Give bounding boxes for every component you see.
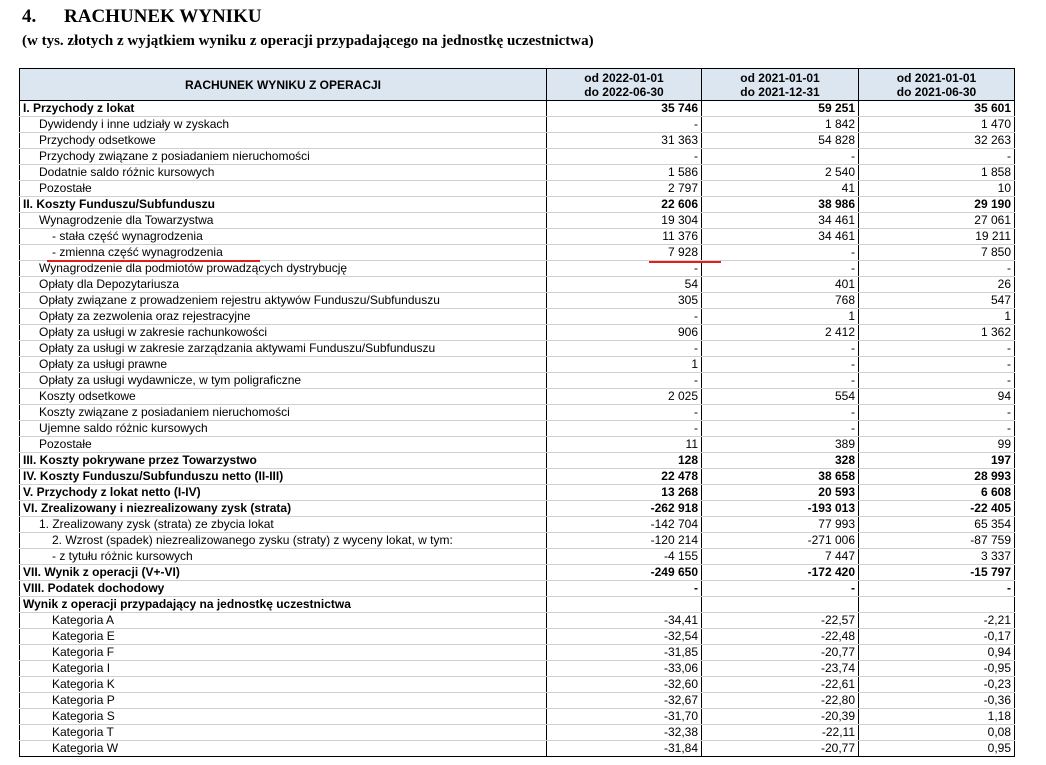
- row-value: 328: [702, 453, 859, 469]
- row-label: Wynik z operacji przypadający na jednostkę uczestnictwa: [20, 597, 547, 613]
- row-value: -: [859, 373, 1015, 389]
- row-value: -31,84: [547, 741, 702, 757]
- row-value: 19 304: [547, 213, 702, 229]
- row-value: 11: [547, 437, 702, 453]
- row-value: 11 376: [547, 229, 702, 245]
- row-value: -34,41: [547, 613, 702, 629]
- row-label: III. Koszty pokrywane przez Towarzystwo: [20, 453, 547, 469]
- row-value: 35 601: [859, 101, 1015, 117]
- row-value: 99: [859, 437, 1015, 453]
- row-label: - stała część wynagrodzenia: [20, 229, 547, 245]
- row-value: 1 362: [859, 325, 1015, 341]
- row-label: Opłaty za usługi wydawnicze, w tym poligraficzne: [20, 373, 547, 389]
- row-value: -: [859, 341, 1015, 357]
- row-label: Wynagrodzenie dla Towarzystwa: [20, 213, 547, 229]
- row-label: I. Przychody z lokat: [20, 101, 547, 117]
- row-label: Ujemne saldo różnic kursowych: [20, 421, 547, 437]
- table-row: [20, 197, 1015, 213]
- row-value: 128: [547, 453, 702, 469]
- row-label: Kategoria K: [20, 677, 547, 693]
- row-label: Opłaty związane z prowadzeniem rejestru aktywów Funduszu/Subfunduszu: [20, 293, 547, 309]
- row-label: V. Przychody z lokat netto (I-IV): [20, 485, 547, 501]
- table-row: [20, 693, 1015, 709]
- table-row: [20, 485, 1015, 501]
- section-subheading: (w tys. złotych z wyjątkiem wyniku z operacji przypadającego na jednostkę uczestnictwa): [22, 33, 594, 49]
- table-header-row: [20, 69, 1015, 101]
- income-statement-table: [19, 68, 1015, 757]
- row-label: Kategoria W: [20, 741, 547, 757]
- row-value: -2,21: [859, 613, 1015, 629]
- row-value: -: [547, 261, 702, 277]
- row-value: 1,18: [859, 709, 1015, 725]
- row-value: 2 412: [702, 325, 859, 341]
- row-value: 1 858: [859, 165, 1015, 181]
- row-value: 197: [859, 453, 1015, 469]
- row-value: 0,08: [859, 725, 1015, 741]
- row-value: -: [702, 421, 859, 437]
- table-row: [20, 549, 1015, 565]
- row-label: Kategoria E: [20, 629, 547, 645]
- row-value: -: [547, 117, 702, 133]
- row-value: 2 797: [547, 181, 702, 197]
- row-label: Opłaty za usługi w zakresie zarządzania aktywami Funduszu/Subfunduszu: [20, 341, 547, 357]
- row-label: Opłaty za zezwolenia oraz rejestracyjne: [20, 309, 547, 325]
- table-row: [20, 389, 1015, 405]
- table-row: [20, 357, 1015, 373]
- row-value: 20 593: [702, 485, 859, 501]
- row-value: 54 828: [702, 133, 859, 149]
- header-period-2021fy: [702, 69, 859, 101]
- row-value: 34 461: [702, 213, 859, 229]
- row-label: VI. Zrealizowany i niezrealizowany zysk (strata): [20, 501, 547, 517]
- row-value: -0,17: [859, 629, 1015, 645]
- row-value: 1: [702, 309, 859, 325]
- header-period-line: do 2021-06-30: [896, 84, 977, 99]
- header-period-line: do 2022-06-30: [584, 84, 664, 99]
- row-value: -172 420: [702, 565, 859, 581]
- table-row: [20, 309, 1015, 325]
- row-value: -193 013: [702, 501, 859, 517]
- table-row: [20, 293, 1015, 309]
- row-value: 28 993: [859, 469, 1015, 485]
- row-value: 2 025: [547, 389, 702, 405]
- row-value: -23,74: [702, 661, 859, 677]
- row-value: 22 606: [547, 197, 702, 213]
- table-row: [20, 581, 1015, 597]
- table-row: [20, 165, 1015, 181]
- row-label: Kategoria S: [20, 709, 547, 725]
- table-row: [20, 533, 1015, 549]
- row-value: -32,54: [547, 629, 702, 645]
- table-row: [20, 133, 1015, 149]
- row-value: 7 928: [547, 245, 702, 261]
- row-value: 906: [547, 325, 702, 341]
- row-label: VIII. Podatek dochodowy: [20, 581, 547, 597]
- row-value: 3 337: [859, 549, 1015, 565]
- row-label: Opłaty za usługi prawne: [20, 357, 547, 373]
- table-row: [20, 437, 1015, 453]
- row-value: -4 155: [547, 549, 702, 565]
- row-value: 54: [547, 277, 702, 293]
- row-value: -22,57: [702, 613, 859, 629]
- table-row: [20, 469, 1015, 485]
- row-label: Kategoria I: [20, 661, 547, 677]
- row-value: -15 797: [859, 565, 1015, 581]
- row-value: -22,48: [702, 629, 859, 645]
- row-value: -: [702, 245, 859, 261]
- header-period-line: od 2022-01-01: [584, 70, 664, 85]
- row-value: -120 214: [547, 533, 702, 549]
- row-value: -0,23: [859, 677, 1015, 693]
- row-label: Opłaty dla Depozytariusza: [20, 277, 547, 293]
- row-value: 29 190: [859, 197, 1015, 213]
- row-value: 0,94: [859, 645, 1015, 661]
- row-value: 7 850: [859, 245, 1015, 261]
- table-body: [20, 101, 1015, 757]
- row-value: -: [547, 149, 702, 165]
- row-value: -: [702, 149, 859, 165]
- table-row: [20, 501, 1015, 517]
- table-row: [20, 405, 1015, 421]
- header-period-2022h1: [547, 69, 702, 101]
- row-value: 31 363: [547, 133, 702, 149]
- table-row: [20, 661, 1015, 677]
- row-value: 41: [702, 181, 859, 197]
- row-value: 59 251: [702, 101, 859, 117]
- table-row: [20, 645, 1015, 661]
- row-value: -20,77: [702, 741, 859, 757]
- table-row: [20, 261, 1015, 277]
- row-value: -142 704: [547, 517, 702, 533]
- row-value: -: [547, 373, 702, 389]
- row-value: 38 658: [702, 469, 859, 485]
- row-value: 7 447: [702, 549, 859, 565]
- section-number: 4.: [22, 6, 37, 27]
- row-value: 65 354: [859, 517, 1015, 533]
- row-value: 305: [547, 293, 702, 309]
- row-value: -: [702, 405, 859, 421]
- row-value: -: [547, 309, 702, 325]
- row-value: -: [702, 261, 859, 277]
- row-value: 26: [859, 277, 1015, 293]
- row-value: 1 842: [702, 117, 859, 133]
- row-value: -33,06: [547, 661, 702, 677]
- table-row: [20, 229, 1015, 245]
- table-row: [20, 453, 1015, 469]
- row-value: 1 586: [547, 165, 702, 181]
- row-label: Kategoria F: [20, 645, 547, 661]
- row-label: Dywidendy i inne udziały w zyskach: [20, 117, 547, 133]
- table-row: [20, 613, 1015, 629]
- row-value: -271 006: [702, 533, 859, 549]
- row-value: 13 268: [547, 485, 702, 501]
- row-value: -: [702, 357, 859, 373]
- row-value: 94: [859, 389, 1015, 405]
- header-period-line: od 2021-01-01: [896, 70, 977, 85]
- row-label: - zmienna część wynagrodzenia: [20, 245, 547, 261]
- table-row: [20, 149, 1015, 165]
- row-label: Pozostałe: [20, 181, 547, 197]
- row-value: 401: [702, 277, 859, 293]
- header-period-line: do 2021-12-31: [740, 84, 820, 99]
- row-value: -22,61: [702, 677, 859, 693]
- row-value: 27 061: [859, 213, 1015, 229]
- table-row: [20, 101, 1015, 117]
- table-row: [20, 181, 1015, 197]
- row-value: -: [547, 421, 702, 437]
- table-row: [20, 597, 1015, 613]
- row-label: Kategoria P: [20, 693, 547, 709]
- row-label: IV. Koszty Funduszu/Subfunduszu netto (II-III): [20, 469, 547, 485]
- row-label: Koszty odsetkowe: [20, 389, 547, 405]
- row-label: Przychody związane z posiadaniem nieruchomości: [20, 149, 547, 165]
- table-row: [20, 277, 1015, 293]
- row-value: -32,38: [547, 725, 702, 741]
- row-value: 22 478: [547, 469, 702, 485]
- row-value: 1: [547, 357, 702, 373]
- row-label: VII. Wynik z operacji (V+-VI): [20, 565, 547, 581]
- row-value: 1 470: [859, 117, 1015, 133]
- table-row: [20, 213, 1015, 229]
- row-label: II. Koszty Funduszu/Subfunduszu: [20, 197, 547, 213]
- row-value: -: [547, 581, 702, 597]
- row-value: 389: [702, 437, 859, 453]
- row-label: Koszty związane z posiadaniem nieruchomości: [20, 405, 547, 421]
- table-row: [20, 117, 1015, 133]
- row-value: -: [702, 341, 859, 357]
- row-value: 10: [859, 181, 1015, 197]
- row-value: 77 993: [702, 517, 859, 533]
- row-value: 34 461: [702, 229, 859, 245]
- table-row: [20, 725, 1015, 741]
- red-underline-annotation-value: [649, 261, 721, 263]
- row-value: 38 986: [702, 197, 859, 213]
- row-value: 1: [859, 309, 1015, 325]
- row-value: -31,85: [547, 645, 702, 661]
- row-label: Kategoria A: [20, 613, 547, 629]
- row-value: -20,39: [702, 709, 859, 725]
- row-value: -262 918: [547, 501, 702, 517]
- row-value: -22 405: [859, 501, 1015, 517]
- row-value: -: [859, 581, 1015, 597]
- row-value: 554: [702, 389, 859, 405]
- header-period-line: od 2021-01-01: [740, 70, 820, 85]
- table-row: [20, 741, 1015, 757]
- row-value: -0,95: [859, 661, 1015, 677]
- row-value: -: [702, 581, 859, 597]
- table-row: [20, 517, 1015, 533]
- row-label: 2. Wzrost (spadek) niezrealizowanego zysku (straty) z wyceny lokat, w tym:: [20, 533, 547, 549]
- row-value: 19 211: [859, 229, 1015, 245]
- row-value: 6 608: [859, 485, 1015, 501]
- row-label: Wynagrodzenie dla podmiotów prowadzących dystrybucję: [20, 261, 547, 277]
- row-value: -249 650: [547, 565, 702, 581]
- row-value: -: [859, 261, 1015, 277]
- row-value: -: [859, 405, 1015, 421]
- row-value: -: [859, 421, 1015, 437]
- row-value: -32,60: [547, 677, 702, 693]
- row-value: 547: [859, 293, 1015, 309]
- row-value: 2 540: [702, 165, 859, 181]
- table-row: [20, 629, 1015, 645]
- row-value: 32 263: [859, 133, 1015, 149]
- table-row: [20, 373, 1015, 389]
- row-label: Kategoria T: [20, 725, 547, 741]
- row-value: 768: [702, 293, 859, 309]
- table-row: [20, 677, 1015, 693]
- red-underline-annotation-label: [47, 260, 260, 262]
- row-value: -: [859, 149, 1015, 165]
- row-value: -31,70: [547, 709, 702, 725]
- row-label: Pozostałe: [20, 437, 547, 453]
- row-value: 0,95: [859, 741, 1015, 757]
- row-value: -87 759: [859, 533, 1015, 549]
- header-label-column: RACHUNEK WYNIKU Z OPERACJI: [20, 69, 547, 101]
- row-value: -: [547, 341, 702, 357]
- row-label: Przychody odsetkowe: [20, 133, 547, 149]
- row-value: -20,77: [702, 645, 859, 661]
- section-heading: [22, 6, 262, 28]
- header-period-2021h1: [859, 69, 1015, 101]
- row-label: 1. Zrealizowany zysk (strata) ze zbycia lokat: [20, 517, 547, 533]
- row-label: - z tytułu różnic kursowych: [20, 549, 547, 565]
- row-value: -22,80: [702, 693, 859, 709]
- table-row: [20, 341, 1015, 357]
- row-value: 35 746: [547, 101, 702, 117]
- row-value: -0,36: [859, 693, 1015, 709]
- row-value: -32,67: [547, 693, 702, 709]
- row-label: Dodatnie saldo różnic kursowych: [20, 165, 547, 181]
- table-row: [20, 709, 1015, 725]
- table-row: [20, 325, 1015, 341]
- row-value: -22,11: [702, 725, 859, 741]
- row-label: Opłaty za usługi w zakresie rachunkowości: [20, 325, 547, 341]
- row-value: [547, 597, 702, 613]
- table-row: [20, 421, 1015, 437]
- section-title: RACHUNEK WYNIKU: [64, 6, 262, 27]
- table-row: [20, 565, 1015, 581]
- row-value: -: [547, 405, 702, 421]
- row-value: [702, 597, 859, 613]
- table-row: [20, 245, 1015, 261]
- row-value: [859, 597, 1015, 613]
- row-value: -: [859, 357, 1015, 373]
- row-value: -: [702, 373, 859, 389]
